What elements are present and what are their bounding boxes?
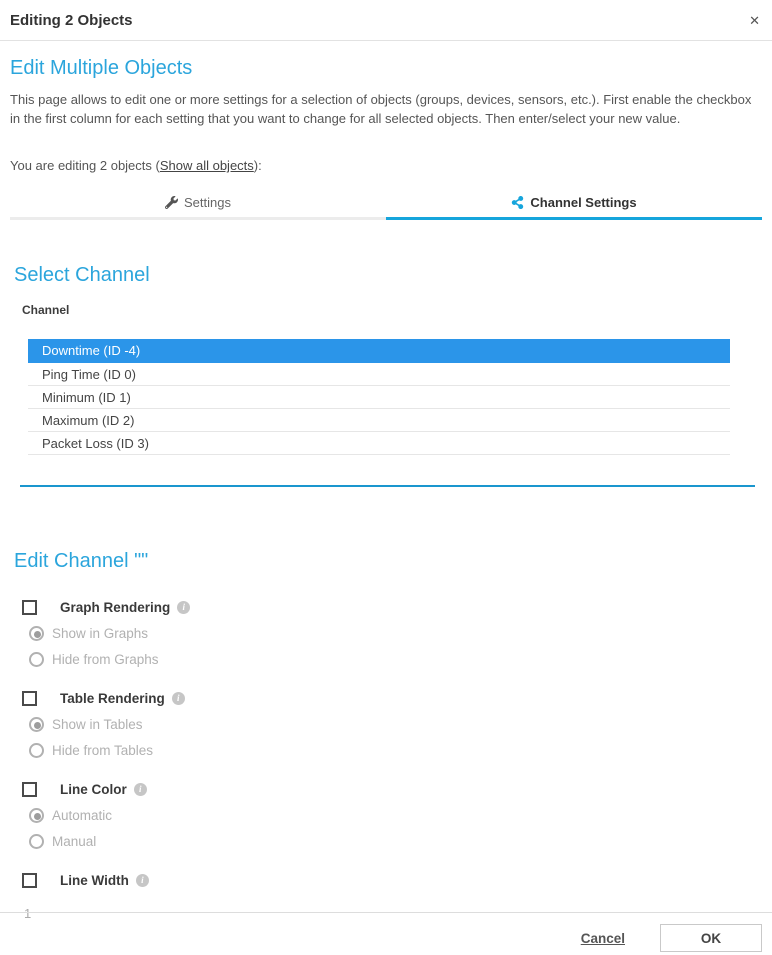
wrench-icon [165, 196, 178, 209]
edit-channel-heading: Edit Channel "" [14, 550, 149, 572]
dialog-title: Editing 2 Objects [10, 11, 133, 29]
hide-from-graphs-radio[interactable] [29, 652, 44, 667]
line-width-checkbox[interactable] [22, 873, 37, 888]
ok-button[interactable]: OK [660, 924, 762, 952]
hide-from-tables-radio[interactable] [29, 743, 44, 758]
page-title: Edit Multiple Objects [10, 57, 193, 79]
dialog-body [0, 57, 772, 923]
info-icon[interactable]: i [136, 874, 149, 887]
dialog-header [0, 0, 772, 41]
editing-summary-prefix: You are editing 2 objects ( [10, 158, 160, 173]
channel-list [28, 339, 730, 455]
line-color-automatic-label: Automatic [52, 807, 113, 823]
setting-group-line-color [10, 776, 762, 854]
section-divider [20, 485, 755, 487]
table-rendering-checkbox[interactable] [22, 691, 37, 706]
editing-summary-suffix: ): [253, 158, 262, 173]
show-in-tables-radio[interactable] [29, 717, 44, 732]
channel-column-label: Channel [22, 303, 70, 317]
setting-group-table-rendering [10, 685, 762, 763]
info-icon[interactable]: i [134, 783, 147, 796]
show-in-tables-label: Show in Tables [52, 716, 143, 732]
info-icon[interactable]: i [177, 601, 190, 614]
channel-list-item[interactable]: Minimum (ID 1) [28, 386, 730, 409]
close-icon[interactable]: ✕ [749, 12, 760, 28]
share-icon [511, 196, 524, 209]
channel-settings-form [10, 594, 762, 923]
channel-list-item[interactable]: Packet Loss (ID 3) [28, 432, 730, 455]
show-all-objects-link[interactable]: Show all objects [159, 158, 254, 173]
hide-from-tables-label: Hide from Tables [52, 742, 154, 758]
dialog-footer [0, 912, 772, 952]
select-channel-heading: Select Channel [14, 264, 150, 286]
line-color-label: Line Color [60, 781, 127, 797]
line-color-automatic-radio[interactable] [29, 808, 44, 823]
line-width-label: Line Width [60, 872, 129, 888]
channel-list-item[interactable]: Maximum (ID 2) [28, 409, 730, 432]
info-icon[interactable]: i [172, 692, 185, 705]
graph-rendering-checkbox[interactable] [22, 600, 37, 615]
table-rendering-label: Table Rendering [60, 690, 165, 706]
editing-summary [10, 158, 762, 173]
tab-bar [10, 195, 762, 220]
setting-group-graph-rendering [10, 594, 762, 672]
hide-from-graphs-label: Hide from Graphs [52, 651, 159, 667]
tab-channel-settings[interactable] [386, 195, 762, 220]
page-description: This page allows to edit one or more settings for a selection of objects (groups, devices, sensors, etc.). First enable the checkbox in the first column for each setting that you want to change for all selected objects. Then enter/select your new value. [10, 92, 752, 126]
show-in-graphs-label: Show in Graphs [52, 625, 149, 641]
channel-list-item[interactable]: Ping Time (ID 0) [28, 363, 730, 386]
tab-channel-settings-label: Channel Settings [530, 195, 637, 210]
line-color-manual-label: Manual [52, 833, 97, 849]
tab-settings-label: Settings [184, 195, 231, 210]
tab-settings[interactable] [10, 195, 386, 220]
show-in-graphs-radio[interactable] [29, 626, 44, 641]
line-color-manual-radio[interactable] [29, 834, 44, 849]
channel-list-item[interactable]: Downtime (ID -4) [28, 339, 730, 363]
line-color-checkbox[interactable] [22, 782, 37, 797]
graph-rendering-label: Graph Rendering [60, 599, 171, 615]
cancel-button[interactable]: Cancel [580, 930, 625, 946]
